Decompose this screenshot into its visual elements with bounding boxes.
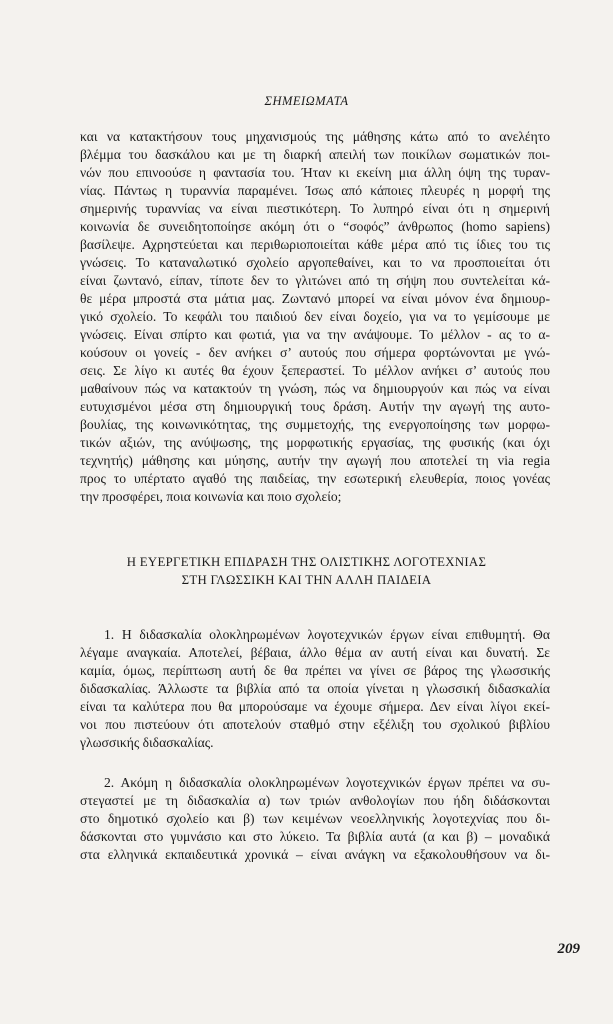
text-line: καμία, όμως, περίπτωση αυτή δε θα πρέπει να γίνει σε βάρος της γλωσσικής bbox=[80, 663, 550, 678]
text-line: σεις. Σε λίγο κι αυτές θα έχουν ξεπεραστεί. Το μέλλον ανήκει σ’ αυτούς που bbox=[80, 363, 550, 378]
page-number: 209 bbox=[557, 941, 580, 957]
text-line: γικό σχολείο. Το κεφάλι του παιδιού δεν είναι δοχείο, για να το γεμίσουμε με bbox=[80, 309, 550, 324]
text-line: στο δημοτικό σχολείο και β) των κειμένων νεοελληνικής λογοτεχνίας που δι- bbox=[80, 811, 550, 826]
text-line: γλωσσικής διδασκαλίας. bbox=[80, 735, 214, 750]
text-line: είναι ζωντανό, είπαν, τίποτε δεν το γλιτώνει από τη σήψη που συντελείται κά- bbox=[80, 273, 550, 288]
text-line: κούσουν οι γονείς - δεν ανήκει σ’ αυτούς που σήμερα φορτώνονται με γνώ- bbox=[80, 345, 550, 360]
running-head: ΣΗΜΕΙΩΜΑΤΑ bbox=[264, 94, 349, 108]
heading-line: ΣΤΗ ΓΛΩΣΣΙΚΗ ΚΑΙ ΤΗΝ ΑΛΛΗ ΠΑΙΔΕΙΑ bbox=[181, 573, 432, 587]
text-line: 1. Η διδασκαλία ολοκληρωμένων λογοτεχνικών έργων είναι επιθυμητή. Θα bbox=[104, 627, 550, 642]
text-line: διδασκαλίας. Άλλωστε τα βιβλία από τα οποία γίνεται η γλωσσική διδασκαλία bbox=[80, 681, 550, 696]
text-line: στεγαστεί με τη διδασκαλία α) των τριών ανθολογίων που ήδη διδάσκονται bbox=[80, 793, 550, 808]
text-line: την προσφέρει, ποια κοινωνία και ποιο σχολείο; bbox=[80, 489, 342, 504]
text-line: σημερινής τυραννίας να είναι πιεστικότερη. Το λυπηρό είναι ότι η σημερινή bbox=[80, 201, 550, 216]
heading-line: Η ΕΥΕΡΓΕΤΙΚΗ ΕΠΙΔΡΑΣΗ ΤΗΣ ΟΛΙΣΤΙΚΗΣ ΛΟΓΟΤΕΧΝΙΑΣ bbox=[126, 555, 487, 569]
text-line: νίας. Πάντως η τυραννία παραμένει. Ίσως από κάποιες πλευρές η μορφή της bbox=[80, 183, 550, 198]
text-line: τικών αξιών, της ανύψωσης, της μορφωτικής εργασίας, της φυσικής (και όχι bbox=[80, 435, 550, 450]
text-line: ευτυχισμένοι μέσα στη δημιουργική τους δράση. Αυτήν την αγωγή της αυτο- bbox=[80, 399, 550, 414]
text-line: βουλίας, της κοινωνικότητας, της συμμετοχής, της ενεργοποίησης των μορφω- bbox=[80, 417, 550, 432]
text-line: βασίλεψε. Αχρηστεύεται και περιθωριοποιείται κάθε μέρα από τις ίδιες του τις bbox=[80, 237, 550, 252]
text-line: λέγαμε αναγκαία. Αποτελεί, βέβαια, άλλο θέμα αν αυτή είναι και δυνατή. Σε bbox=[80, 645, 550, 660]
text-line: νών που επινοούσε η φαντασία του. Ήταν κι εκείνη μια άλλη όψη της τυραν- bbox=[80, 165, 550, 180]
text-line: βλέμμα του δασκάλου και με τη διαρκή απειλή των ποικίλων σωματικών ποι- bbox=[80, 147, 550, 162]
text-line: 2. Ακόμη η διδασκαλία ολοκληρωμένων λογοτεχνικών έργων πρέπει να συ- bbox=[104, 775, 550, 790]
text-line: κοινωνία δε συνειδητοποίησε ακόμη ότι ο “σοφός” άνθρωπος (homo sapiens) bbox=[80, 219, 550, 234]
text-line: μαθαίνουν πώς να κατακτούν τη γνώση, πώς να δημιουργούν και πώς να είναι bbox=[80, 381, 550, 396]
text-line: τεχνητής) μάθησης και μύησης, αυτήν την αγωγή που αποτελεί τη via regia bbox=[80, 453, 550, 468]
text-line: δάσκονται στο γυμνάσιο και στο λύκειο. Τα βιβλία αυτά (α και β) – μοναδικά bbox=[80, 829, 550, 844]
text-line: νοι που πιστεύουν ότι αποτελούν σταθμό στην εξέλιξη του σχολικού βιβλίου bbox=[80, 717, 550, 732]
text-line: θε μέρα μπροστά στα μάτια μας. Ζωντανό μπορεί να είναι μόνον ένα δημιουρ- bbox=[80, 291, 550, 306]
text-line: γνώσεις. Είναι σπίρτο και φωτιά, για να την ανάψουμε. Το μέλλον - ας το α- bbox=[80, 327, 550, 342]
text-line: γνώσεις. Το καταναλωτικό σχολείο αργοπεθαίνει, και το να προσποιείται ότι bbox=[80, 255, 550, 270]
text-line: και να κατακτήσουν τους μηχανισμούς της μάθησης κάτω από το ανελέητο bbox=[80, 129, 550, 144]
text-line: προς το υπέρτατο αγαθό της παιδείας, την εσωτερική ελευθερία, ποιος γονέας bbox=[80, 471, 550, 486]
text-line: στα ελληνικά εκπαιδευτικά χρονικά – είναι ανάγκη να εξακολουθήσουν να δι- bbox=[80, 847, 550, 862]
text-line: είναι τα καλύτερα που θα μπορούσαμε να έχουμε σήμερα. Δεν είναι λίγοι εκεί- bbox=[80, 699, 550, 714]
